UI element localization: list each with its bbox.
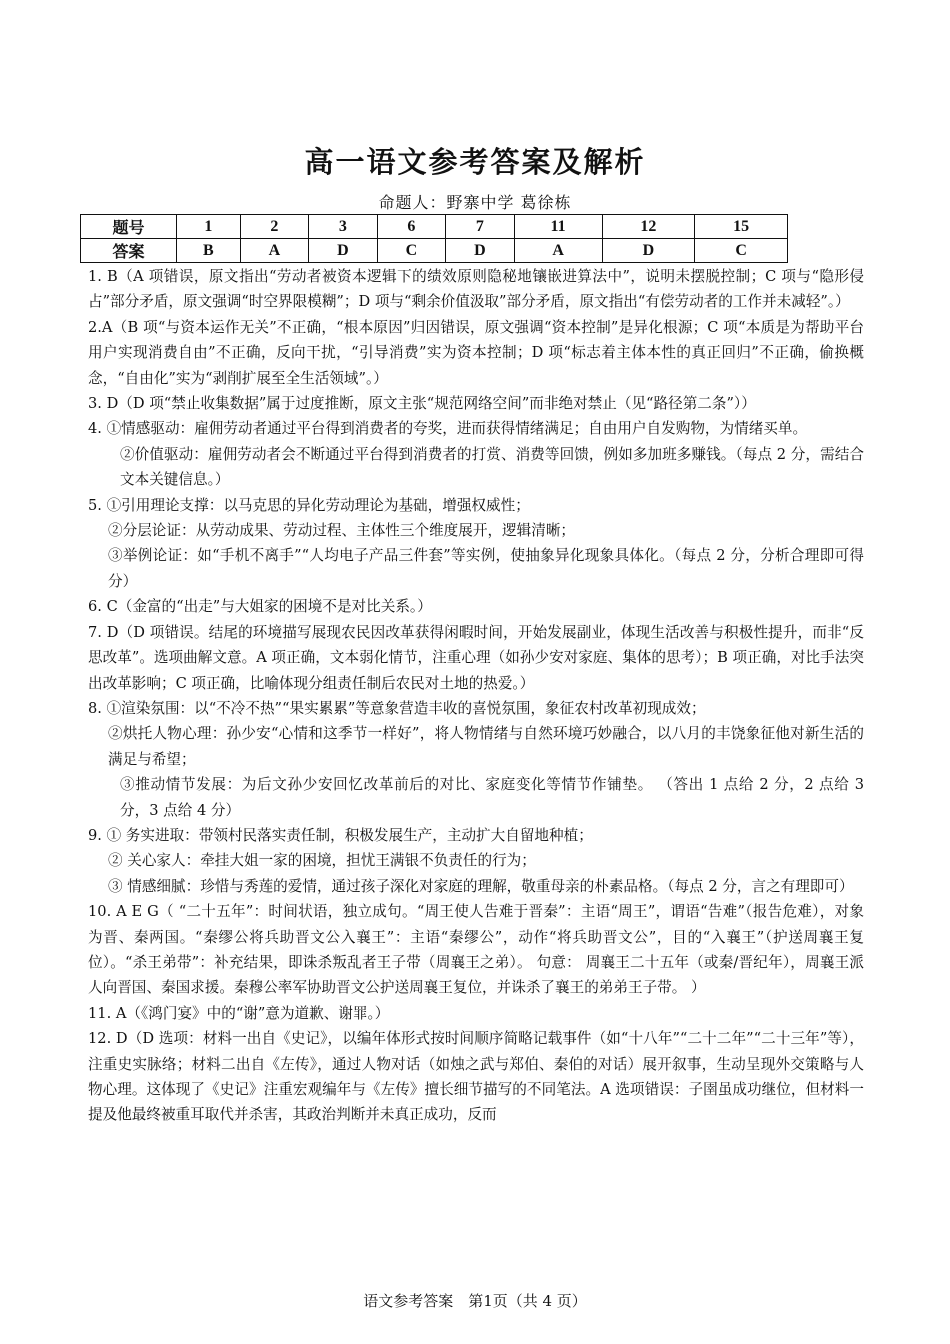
answer-table xyxy=(80,214,788,263)
answer-paragraph-4: 4. ①情感驱动：雇佣劳动者通过平台得到消费者的夸奖，进而获得情绪满足；自由用户自发购物，为情绪买单。 xyxy=(88,420,808,438)
table-cell: D xyxy=(309,239,378,263)
page-title: 高一语文参考答案及解析 xyxy=(304,145,646,179)
answer-paragraph-2: 2.A（B 项“与资本运作无关”不正确，“根本原因”归因错误，原文强调“资本控制”是异化根源；C 项“本质是为帮助平台用户实现消费自由”不正确，反向干扰，“引导消费”实为资本控制；D 项“标志着主体本性的真正回归”不正确，偷换概念，“自由化”实为“剥削扩展至全生活领域”。） xyxy=(88,318,864,387)
table-cell: D xyxy=(446,239,515,263)
table-cell: 6 xyxy=(377,215,446,239)
answer-paragraph-8b: ②烘托人物心理：孙少安“心情和这季节一样好”，将人物情绪与自然环境巧妙融合，以八月的丰饶象征他对新生活的满足与希望； xyxy=(108,725,864,768)
table-cell: 12 xyxy=(602,215,695,239)
answer-paragraph-3: 3. D（D 项“禁止收集数据”属于过度推断，原文主张“规范网络空间”而非绝对禁止（见“路径第二条”）） xyxy=(88,395,756,413)
table-cell: 1 xyxy=(177,215,241,239)
table-cell: A xyxy=(514,239,602,263)
answer-paragraph-9c: ③ 情感细腻：珍惜与秀莲的爱情，通过孩子深化对家庭的理解，敬重母亲的朴素品格。（每点 2 分，言之有理即可） xyxy=(108,877,854,895)
table-cell: A xyxy=(240,239,309,263)
author-line: 命题人：野寨中学 葛徐栋 xyxy=(378,193,572,212)
table-cell: 2 xyxy=(240,215,309,239)
table-cell: D xyxy=(602,239,695,263)
answer-paragraph-10: 10. A E G（ “二十五年”：时间状语，独立成句。“周王使人告难于晋秦”：主语“周王”，谓语“告难”（报告危难），对象为晋、秦两国。“秦缪公将兵助晋文公入襄王”：主语“秦缪公”，动作“将兵助晋文公”，目的“入襄王”（护送周襄王复位）。“杀王弟带”：补充结果，即诛杀叛乱者王子带（周襄王之弟）。 句意： 周襄王二十五年（或秦/晋纪年），周襄王派人向晋国、秦国求援。秦穆公率军协助晋文公护送周襄王复位，并诛杀了襄王的弟弟王子带。 ） xyxy=(88,903,864,997)
answer-paragraph-11: 11. A（《鸿门宴》中的“谢”意为道歉、谢罪。） xyxy=(88,1004,390,1022)
answer-paragraph-6: 6. C（金富的“出走”与大姐家的困境不是对比关系。） xyxy=(88,598,432,616)
answer-paragraph-4b: ②价值驱动：雇佣劳动者会不断通过平台得到消费者的打赏、消费等回馈，例如多加班多赚钱。（每点 2 分，需结合文本关键信息。） xyxy=(120,445,864,489)
answer-paragraph-8c: ③推动情节发展：为后文孙少安回忆改革前后的对比、家庭变化等情节作铺垫。 （答出 1 点给 2 分，2 点给 3 分，3 点给 4 分） xyxy=(120,776,864,819)
table-row-numbers xyxy=(81,215,788,239)
answer-paragraph-7: 7. D（D 项错误。结尾的环境描写展现农民因改革获得闲暇时间，开始发展副业，体现生活改善与积极性提升，而非“反思改革”。选项曲解文意。A 项正确，文本弱化情节，注重心理（如孙少安对家庭、集体的思考）；B 项正确，对比手法突出改革影响；C 项正确，比喻体现分组责任制后农民对土地的热爱。） xyxy=(88,623,864,692)
table-cell: 3 xyxy=(309,215,378,239)
table-cell: C xyxy=(695,239,788,263)
answer-paragraph-5b: ②分层论证：从劳动成果、劳动过程、主体性三个维度展开，逻辑清晰； xyxy=(108,522,576,540)
answer-paragraph-1: 1. B（A 项错误，原文指出“劳动者被资本逻辑下的绩效原则隐秘地镶嵌进算法中”，说明未摆脱控制；C 项与“隐形侵占”部分矛盾，原文强调“时空界限模糊”；D 项与“剩余价值汲取”部分矛盾，原文指出“有偿劳动者的工作并未减轻”。） xyxy=(88,268,864,311)
table-cell: 15 xyxy=(695,215,788,239)
table-cell: C xyxy=(377,239,446,263)
table-row-answers xyxy=(81,239,788,263)
table-cell: B xyxy=(177,239,241,263)
answer-body xyxy=(88,264,864,1128)
answer-paragraph-12: 12. D（D 选项：材料一出自《史记》，以编年体形式按时间顺序简略记载事件（如“十八年”“二十二年”“二十三年”等），注重史实脉络；材料二出自《左传》，通过人物对话（如烛之武与郑伯、秦伯的对话）展开叙事，生动呈现外交策略与人物心理。这体现了《史记》注重宏观编年与《左传》擅长细节描写的不同笔法。A 选项错误：子圉虽成功继位，但材料一提及他最终被重耳取代并杀害，其政治判断并未真正成功，反而 xyxy=(88,1030,864,1124)
answer-paragraph-9: 9. ① 务实进取：带领村民落实责任制，积极发展生产，主动扩大自留地种植； xyxy=(88,826,593,844)
table-cell: 7 xyxy=(446,215,515,239)
answer-paragraph-5: 5. ①引用理论支撑：以马克思的异化劳动理论为基础，增强权威性； xyxy=(88,496,530,514)
answer-paragraph-8: 8. ①渲染氛围：以“不冷不热”“果实累累”等意象营造丰收的喜悦氛围，象征农村改革初现成效； xyxy=(88,699,706,717)
table-header-number: 题号 xyxy=(81,215,177,239)
table-cell: 11 xyxy=(514,215,602,239)
table-header-answer: 答案 xyxy=(81,239,177,263)
answer-paragraph-5c: ③举例论证：如“手机不离手”“人均电子产品三件套”等实例，使抽象异化现象具体化。（每点 2 分，分析合理即可得分） xyxy=(108,547,864,590)
answer-paragraph-9b: ② 关心家人：牵挂大姐一家的困境，担忧王满银不负责任的行为； xyxy=(108,852,536,870)
page-footer: 语文参考答案 第1页（共 4 页） xyxy=(363,1292,587,1310)
